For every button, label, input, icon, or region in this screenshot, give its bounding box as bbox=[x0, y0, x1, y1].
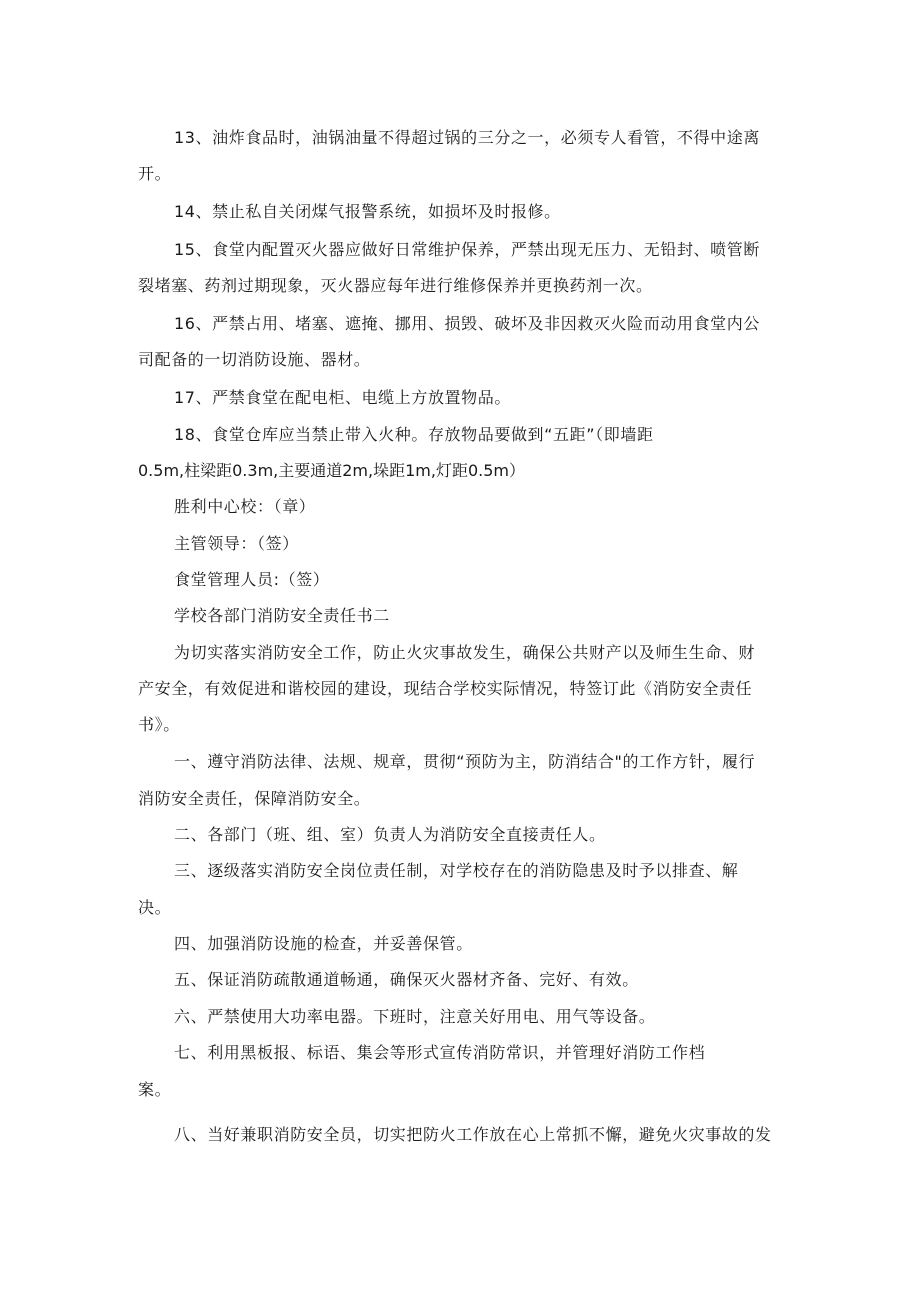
paragraph-line: 书》。 bbox=[138, 715, 180, 734]
paragraph-line: 决。 bbox=[138, 898, 172, 917]
paragraph-line: 一、遵守消防法律、法规、规章，贯彻“预防为主，防消结合"的工作方针，履行 bbox=[174, 752, 756, 771]
paragraph-line: 四、加强消防设施的检查，并妥善保管。 bbox=[174, 934, 473, 953]
paragraph-line: 18、食堂仓库应当禁止带入火种。存放物品要做到“五距”（即墙距 bbox=[174, 425, 654, 444]
paragraph-line: 0.5m,柱梁距0.3m,主要通道2m,垛距1m,灯距0.5m） bbox=[138, 461, 525, 480]
paragraph-line: 开。 bbox=[138, 164, 172, 183]
paragraph-line: 14、禁止私自关闭煤气报警系统，如损坏及时报修。 bbox=[174, 202, 561, 221]
paragraph-line: 裂堵塞、药剂过期现象，灭火器应每年进行维修保养并更换药剂一次。 bbox=[138, 276, 653, 295]
paragraph-line: 16、严禁占用、堵塞、遮掩、挪用、损毁、破坏及非因救灭火险而动用食堂内公 bbox=[174, 314, 760, 333]
paragraph-line: 13、油炸食品时，油锅油量不得超过锅的三分之一，必须专人看管，不得中途离 bbox=[174, 128, 760, 147]
paragraph-line: 三、逐级落实消防安全岗位责任制，对学校存在的消防隐患及时予以排查、解 bbox=[174, 861, 739, 880]
paragraph-line: 15、食堂内配置灭火器应做好日常维护保养，严禁出现无压力、无铅封、喷管断 bbox=[174, 240, 760, 259]
section-title: 学校各部门消防安全责任书二 bbox=[174, 606, 390, 625]
paragraph-line: 案。 bbox=[138, 1080, 172, 1099]
paragraph-line: 二、各部门（班、组、室）负责人为消防安全直接责任人。 bbox=[174, 825, 606, 844]
paragraph-line: 八、当好兼职消防安全员，切实把防火工作放在心上常抓不懈，避免火灾事故的发 bbox=[174, 1125, 772, 1144]
paragraph-line: 产安全，有效促进和谐校园的建设，现结合学校实际情况，特签订此《消防安全责任 bbox=[138, 679, 753, 698]
paragraph-line: 为切实落实消防安全工作，防止火灾事故发生，确保公共财产以及师生生命、财 bbox=[174, 643, 756, 662]
paragraph-line: 17、严禁食堂在配电柜、电缆上方放置物品。 bbox=[174, 388, 511, 407]
paragraph-line: 五、保证消防疏散通道畅通，确保灭火器材齐备、完好、有效。 bbox=[174, 970, 639, 989]
paragraph-line: 消防安全责任，保障消防安全。 bbox=[138, 789, 371, 808]
signature-line-leader: 主管领导：（签） bbox=[174, 534, 299, 553]
paragraph-line: 六、严禁使用大功率电器。下班时，注意关好用电、用气等设备。 bbox=[174, 1007, 656, 1026]
signature-line-cafeteria: 食堂管理人员:（签） bbox=[174, 570, 330, 589]
signature-line-school: 胜利中心校：（章） bbox=[174, 497, 316, 516]
paragraph-line: 司配备的一切消防设施、器材。 bbox=[138, 350, 371, 369]
paragraph-line: 七、利用黑板报、标语、集会等形式宣传消防常识，并管理好消防工作档 bbox=[174, 1043, 706, 1062]
